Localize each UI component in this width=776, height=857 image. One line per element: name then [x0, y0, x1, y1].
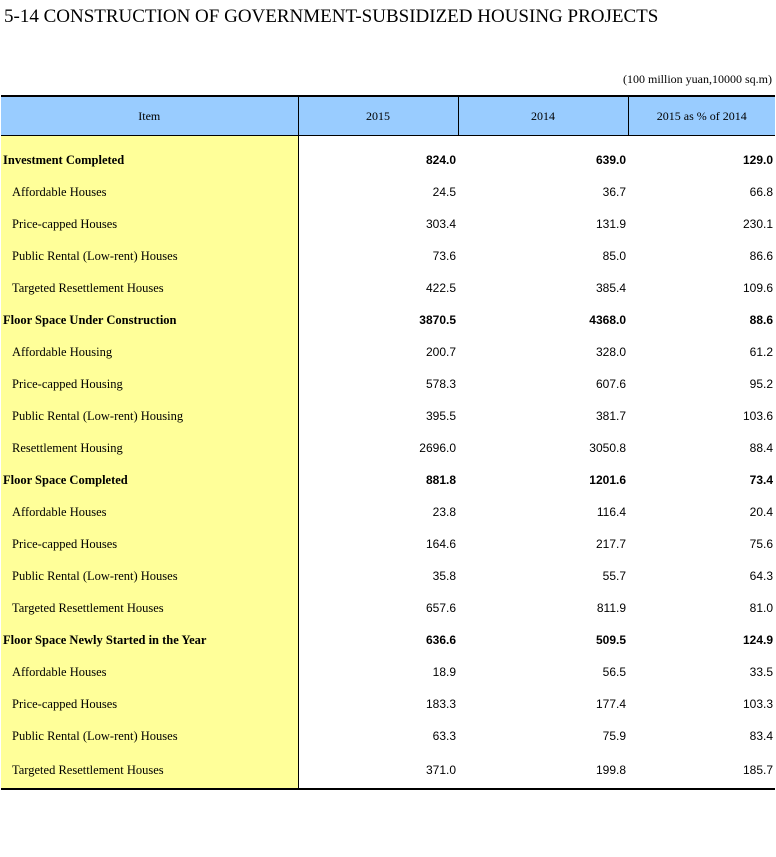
table-row: [1, 528, 775, 560]
value-2015-cell: 200.7: [425, 345, 456, 359]
row-label: Price-capped Houses: [1, 528, 298, 560]
section-row: [1, 624, 775, 656]
table-row: [1, 752, 775, 789]
unit-note: (100 million yuan,10000 sq.m): [623, 72, 772, 86]
value-2015-cell: 63.3: [432, 729, 456, 743]
row-label: Targeted Resettlement Houses: [1, 272, 298, 304]
value-2015-cell: 824.0: [425, 153, 456, 167]
value-2014-cell: 116.4: [596, 505, 626, 519]
value-2015-cell: 303.4: [425, 217, 456, 231]
section-label: Investment Completed: [1, 144, 298, 176]
percent-cell: 129.0: [742, 153, 773, 167]
row-label: Public Rental (Low-rent) Housing: [1, 400, 298, 432]
row-label: Targeted Resettlement Houses: [1, 592, 298, 624]
value-2015-cell: 183.3: [425, 697, 456, 711]
value-2015-cell: 636.6: [425, 633, 456, 647]
section-label: Floor Space Completed: [1, 464, 298, 496]
value-2015-cell: 395.5: [425, 409, 456, 423]
value-2014-cell: 199.8: [458, 752, 628, 789]
table-row: [1, 432, 775, 464]
value-2014-cell: 55.7: [602, 569, 626, 583]
row-label: Public Rental (Low-rent) Houses: [1, 560, 298, 592]
row-label: Public Rental (Low-rent) Houses: [1, 720, 298, 752]
percent-cell: 230.1: [742, 217, 773, 231]
value-2015-cell: 35.8: [432, 569, 456, 583]
spacer-cell: [1, 136, 298, 145]
value-2015-cell: 73.6: [432, 249, 456, 263]
column-header-2014: 2014: [458, 96, 628, 136]
value-2014-cell: 3050.8: [589, 441, 626, 455]
value-2014-cell: 75.9: [602, 729, 626, 743]
value-2014-cell: 85.0: [602, 249, 626, 263]
percent-cell: 83.4: [749, 729, 773, 743]
column-header-item: Item: [1, 96, 298, 136]
percent-cell: 73.4: [749, 473, 773, 487]
value-2014-cell: 509.5: [595, 633, 626, 647]
section-row: [1, 144, 775, 176]
percent-cell: 124.9: [742, 633, 773, 647]
percent-cell: 64.3: [749, 569, 773, 583]
value-2015-cell: 23.8: [432, 505, 456, 519]
section-label: Floor Space Under Construction: [1, 304, 298, 336]
spacer-cell: [628, 136, 775, 145]
table-row: [1, 336, 775, 368]
table-row: [1, 560, 775, 592]
percent-cell: 109.6: [742, 281, 773, 295]
table-row: [1, 720, 775, 752]
percent-cell: 88.6: [749, 313, 773, 327]
percent-cell: 33.5: [749, 665, 773, 679]
section-row: [1, 304, 775, 336]
data-table: [1, 95, 775, 790]
value-2015-cell: 578.3: [425, 377, 456, 391]
spacer-cell: [458, 136, 628, 145]
table-body: [1, 136, 775, 790]
column-header-2015: 2015: [298, 96, 458, 136]
table-row: [1, 400, 775, 432]
value-2014-cell: 177.4: [595, 697, 626, 711]
value-2015-cell: 164.6: [425, 537, 456, 551]
value-2014-cell: 607.6: [595, 377, 626, 391]
percent-cell: 95.2: [749, 377, 773, 391]
spacer-row: [1, 136, 775, 145]
table-row: [1, 656, 775, 688]
row-label: Targeted Resettlement Houses: [1, 752, 298, 789]
table-row: [1, 368, 775, 400]
value-2014-cell: 328.0: [595, 345, 626, 359]
table-row: [1, 240, 775, 272]
table-row: [1, 496, 775, 528]
value-2015-cell: 24.5: [432, 185, 456, 199]
row-label: Affordable Housing: [1, 336, 298, 368]
row-label: Public Rental (Low-rent) Houses: [1, 240, 298, 272]
value-2015-cell: 881.8: [425, 473, 456, 487]
percent-cell: 185.7: [628, 752, 775, 789]
row-label: Affordable Houses: [1, 176, 298, 208]
section-row: [1, 464, 775, 496]
value-2015-cell: 18.9: [432, 665, 456, 679]
value-2014-cell: 811.9: [596, 601, 626, 615]
value-2015-cell: 657.6: [425, 601, 456, 615]
percent-cell: 88.4: [749, 441, 773, 455]
table-row: [1, 688, 775, 720]
column-header-percent: 2015 as % of 2014: [628, 96, 775, 136]
percent-cell: 103.3: [742, 697, 773, 711]
percent-cell: 103.6: [742, 409, 773, 423]
value-2014-cell: 1201.6: [589, 473, 626, 487]
percent-cell: 20.4: [749, 505, 773, 519]
page-title: 5-14 CONSTRUCTION OF GOVERNMENT-SUBSIDIZED HOUSING PROJECTS: [4, 6, 659, 27]
row-label: Resettlement Housing: [1, 432, 298, 464]
percent-cell: 61.2: [749, 345, 773, 359]
header-row: [1, 96, 775, 136]
row-label: Price-capped Houses: [1, 208, 298, 240]
percent-cell: 75.6: [749, 537, 773, 551]
value-2015-cell: 371.0: [298, 752, 458, 789]
value-2014-cell: 56.5: [602, 665, 626, 679]
table-row: [1, 592, 775, 624]
percent-cell: 86.6: [749, 249, 773, 263]
table-row: [1, 208, 775, 240]
row-label: Price-capped Houses: [1, 688, 298, 720]
value-2014-cell: 4368.0: [589, 313, 626, 327]
row-label: Affordable Houses: [1, 496, 298, 528]
value-2014-cell: 381.7: [595, 409, 626, 423]
section-label: Floor Space Newly Started in the Year: [1, 624, 298, 656]
spacer-cell: [298, 136, 458, 145]
value-2015-cell: 422.5: [425, 281, 456, 295]
value-2014-cell: 217.7: [595, 537, 626, 551]
percent-cell: 81.0: [749, 601, 773, 615]
percent-cell: 66.8: [749, 185, 773, 199]
value-2014-cell: 385.4: [595, 281, 626, 295]
table-row: [1, 272, 775, 304]
value-2014-cell: 131.9: [595, 217, 626, 231]
row-label: Affordable Houses: [1, 656, 298, 688]
value-2015-cell: 3870.5: [419, 313, 456, 327]
value-2014-cell: 36.7: [602, 185, 626, 199]
table-row: [1, 176, 775, 208]
row-label: Price-capped Housing: [1, 368, 298, 400]
value-2014-cell: 639.0: [595, 153, 626, 167]
value-2015-cell: 2696.0: [419, 441, 456, 455]
